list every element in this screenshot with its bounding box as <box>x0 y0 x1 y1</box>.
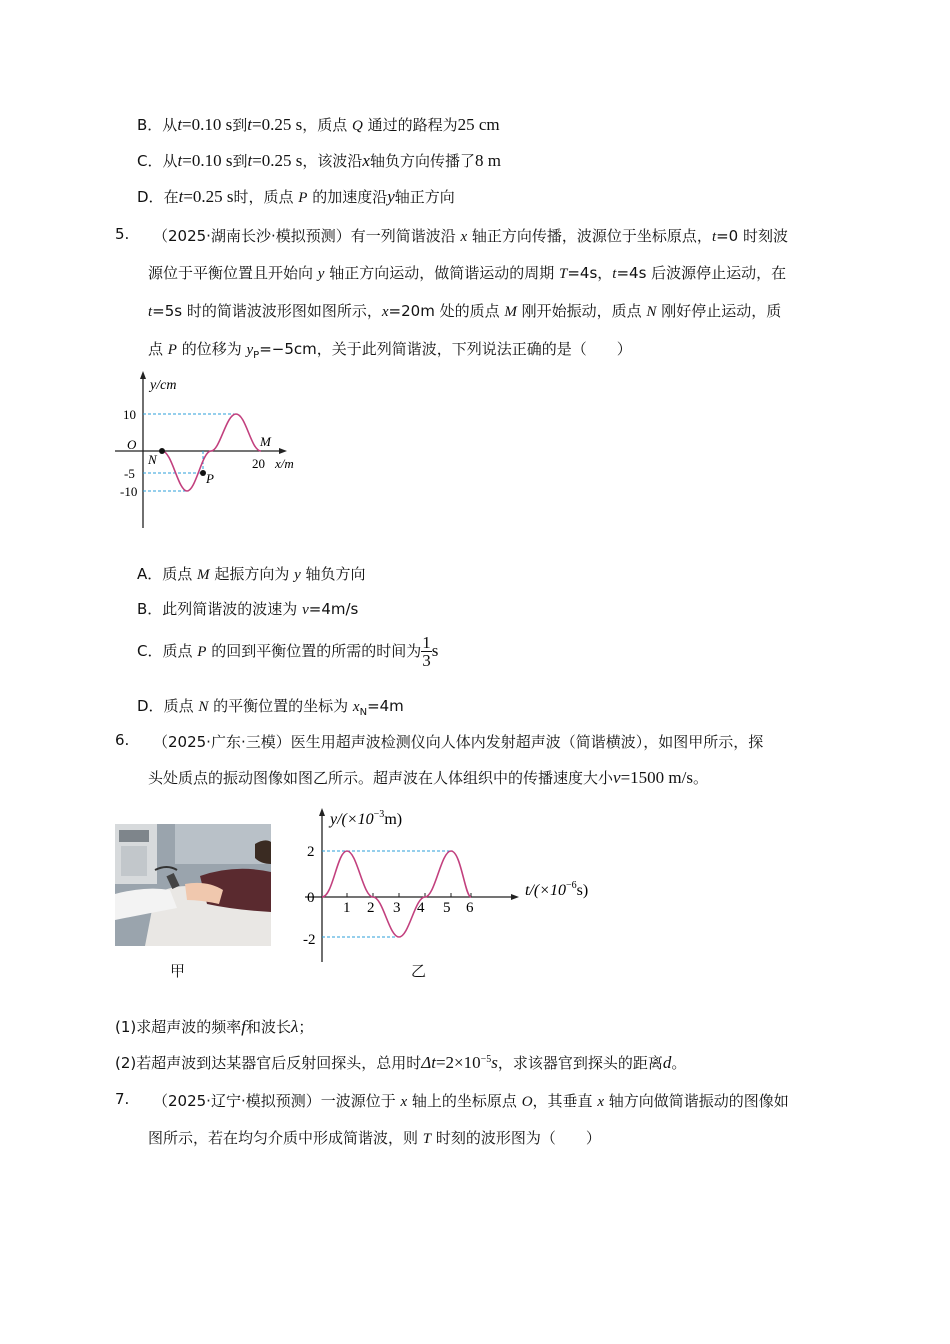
q6-tick-0: 0 <box>307 890 315 906</box>
q6-tick-x2: 2 <box>367 900 375 916</box>
q5-tick-20: 20 <box>252 456 265 471</box>
q6-ylabel: $y/(\times 10^{-3}m)$ <box>330 809 403 828</box>
q6-stem-line1: （2025·广东·三模）医生用超声波检测仪向人体内发射超声波（简谐横波），如图甲所示，探 <box>153 733 764 751</box>
q7-stem-line1: （2025·辽宁·模拟预测）一波源位于 x 轴上的坐标原点 O，其垂直 x 轴方向做简谐振动的图像如 <box>153 1092 789 1110</box>
q5-option-c-fraction: $\frac{1}{3}$ <box>422 633 431 670</box>
q5-stem-line2: 源位于平衡位置且开始向 y 轴正方向运动，做简谐运动的周期 T=4s，t=4s 后波源停止运动，在 <box>148 264 787 282</box>
q5-option-a: A．质点 M 起振方向为 y 轴负方向 <box>137 565 366 583</box>
q5-point-n <box>159 448 165 454</box>
q6-subquestion-1: (1)求超声波的频率f和波长λ； <box>115 1017 314 1036</box>
q6-y-axis-arrow <box>319 808 325 816</box>
caption-jia: 甲 <box>170 962 186 980</box>
caption-yi: 乙 <box>411 962 427 980</box>
q5-number: 5. <box>115 225 130 243</box>
q6-x-axis-arrow <box>511 894 519 900</box>
q6-tick-6: 6 <box>466 900 474 916</box>
q5-option-b: B．此列简谐波的波速为 v=4m/s <box>137 600 359 618</box>
q5-label-m: M <box>260 434 271 449</box>
q6-sine-curve <box>322 851 471 937</box>
q6-tick-5: 5 <box>443 900 451 916</box>
q4-option-b: B．从t=0.10 s到t=0.25 s，质点 Q 通过的路程为25 cm <box>137 115 500 134</box>
q6-subquestion-2: (2)若超声波到达某器官后反射回探头，总用时$\Delta t=2\times 10^{-5}s$，求该器官到探头的距离d。 <box>115 1053 687 1072</box>
q7-number: 7. <box>115 1090 130 1108</box>
q5-stem-line3: t=5s 时的简谐波波形图如图所示，x=20m 处的质点 M 刚开始振动，质点 N 刚好停止运动，质 <box>148 302 782 320</box>
q6-tick-neg2: -2 <box>303 932 316 948</box>
q5-label-p: P <box>206 471 214 486</box>
q5-stem-line1: （2025·湖南长沙·模拟预测）有一列简谐波沿 x 轴正方向传播，波源位于坐标原点，t=0 时刻波 <box>153 227 788 245</box>
q5-x-axis-arrow <box>279 448 287 454</box>
q5-xlabel: x/m <box>275 456 294 471</box>
q6-tick-2: 2 <box>307 844 315 860</box>
q6-number: 6. <box>115 731 130 749</box>
q6-xlabel: $t/(\times 10^{-6}s)$ <box>525 880 589 899</box>
q5-origin-label: O <box>127 437 137 452</box>
q5-option-c: C．质点 P 的回到平衡位置的所需的时间为 $\frac{1}{3}$ s <box>137 633 439 670</box>
q5-label-n: N <box>148 452 157 467</box>
q6-tick-3: 3 <box>393 900 401 916</box>
q5-stem-line4: 点 P 的位移为 $y_P=-5cm$，关于此列简谐波，下列说法正确的是（ ） <box>148 340 632 361</box>
q4-option-d: D．在t=0.25 s时，质点 P 的加速度沿y轴正方向 <box>137 187 455 206</box>
q5-tick-neg10: -10 <box>120 484 138 499</box>
q5-ylabel: y/cm <box>150 378 177 393</box>
ultrasound-photo <box>115 824 271 946</box>
q7-stem-line2: 图所示，若在均匀介质中形成简谐波，则 T 时刻的波形图为（ ） <box>148 1129 601 1147</box>
q6-tick-1: 1 <box>343 900 351 916</box>
q5-tick-10: 10 <box>123 407 136 422</box>
q5-y-axis-arrow <box>140 371 146 379</box>
q5-option-d: D．质点 N 的平衡位置的坐标为 $x_N=4m$ <box>137 697 404 718</box>
q6-vibration-graph <box>295 800 615 968</box>
q4-option-c: C．从t=0.10 s到t=0.25 s，该波沿x轴负方向传播了8 m <box>137 151 501 170</box>
q6-stem-line2: 头处质点的振动图像如图乙所示。超声波在人体组织中的传播速度大小v=1500 m/s。 <box>148 768 708 787</box>
q6-tick-4: 4 <box>417 900 425 916</box>
q5-wave-graph <box>110 368 320 530</box>
q5-tick-neg5: -5 <box>124 466 135 481</box>
